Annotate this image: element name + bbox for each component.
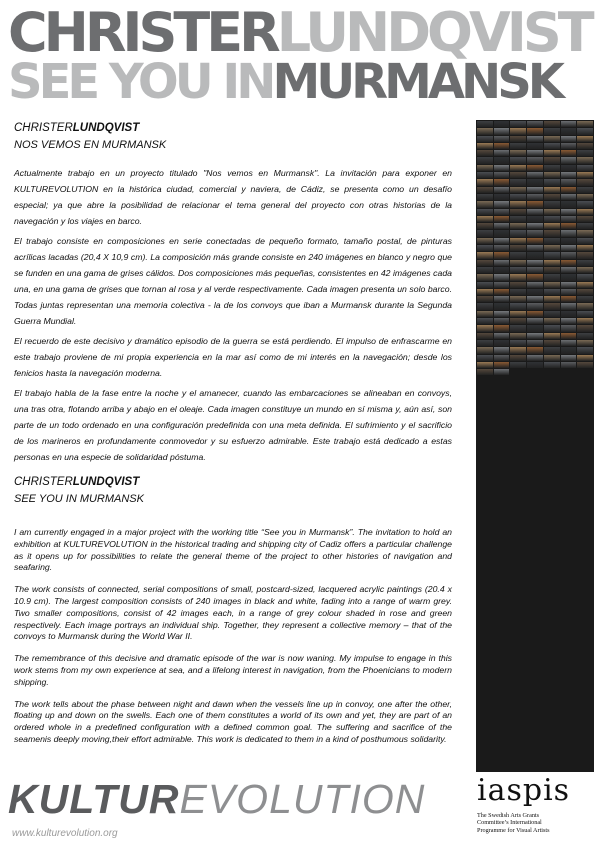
english-title: SEE YOU IN MURMANSK [14, 493, 144, 505]
artwork-tile [477, 209, 493, 215]
artwork-tile [510, 260, 526, 266]
artwork-tile [544, 179, 560, 185]
artwork-tile [510, 238, 526, 244]
artwork-tile [577, 150, 593, 156]
artwork-tile [477, 282, 493, 288]
banner-line-title [8, 54, 561, 110]
artwork-tile [544, 303, 560, 309]
artwork-tile [577, 303, 593, 309]
artwork-tile [561, 318, 577, 324]
artwork-tile [510, 121, 526, 127]
artwork-tile [477, 216, 493, 222]
artwork-tile [577, 274, 593, 280]
artwork-tile [544, 150, 560, 156]
artwork-tile [477, 267, 493, 273]
artwork-tile [577, 165, 593, 171]
artwork-tile [477, 179, 493, 185]
artwork-tile [477, 296, 493, 302]
artwork-tile [544, 311, 560, 317]
artwork-tile [477, 252, 493, 258]
kulturevolution-logo [8, 776, 426, 822]
artwork-tile [544, 230, 560, 236]
artwork-tile [577, 325, 593, 331]
artwork-tile [510, 143, 526, 149]
artwork-tile [510, 216, 526, 222]
artwork-tile [510, 150, 526, 156]
artwork-tile [477, 325, 493, 331]
artwork-tile [494, 282, 510, 288]
artwork-tile [527, 209, 543, 215]
english-paragraph: The work consists of connected, serial compositions of small, postcard-sized, lacquered acrylic paintings (20.4 x 10.9 cm). The largest composition consists of 240 images in black and white, fading into a range of warm grey. Two smaller compositions, consist of 42 images each, in a range of grey colour shaded in rose and green respectively. Each image portrays an individual ship. Together, they represent a collective memory – that of the convoys to Murmansk during the World War II. [14, 584, 452, 642]
artwork-tile [561, 238, 577, 244]
artwork-tile [577, 187, 593, 193]
artwork-tile [494, 136, 510, 142]
artwork-tile [477, 128, 493, 134]
artwork-tile [527, 216, 543, 222]
artwork-grid [476, 120, 594, 772]
artwork-tile [544, 121, 560, 127]
artwork-tile [561, 128, 577, 134]
artwork-tile [544, 340, 560, 346]
artwork-tile [477, 201, 493, 207]
artwork-tile [577, 179, 593, 185]
spanish-title: NOS VEMOS EN MURMANSK [14, 139, 167, 151]
artwork-tile [477, 121, 493, 127]
artwork-tile [544, 252, 560, 258]
artwork-tile [494, 325, 510, 331]
artwork-tile [510, 172, 526, 178]
artwork-tile [494, 267, 510, 273]
artwork-tile [494, 289, 510, 295]
english-paragraph: The work tells about the phase between night and dawn when the vessels line up in convoy, one after the other, floating up and down on the swells. Each one of them constitutes a world of its own and yet, they are part of an ordered whole in a predefined configuration with a defined common goal. The suffering and sacrifice of the seamenis deeply moving,their effort admirable. This work is dedicated to them in a kind of posthumous solidarity. [14, 698, 452, 744]
artwork-tile [577, 282, 593, 288]
artwork-tile [510, 179, 526, 185]
artwork-tile [577, 260, 593, 266]
artwork-tile [477, 362, 493, 368]
artwork-tile [494, 187, 510, 193]
artwork-tile [561, 340, 577, 346]
artwork-tile [510, 223, 526, 229]
artwork-tile [544, 362, 560, 368]
artwork-tile [561, 187, 577, 193]
artwork-tile [544, 289, 560, 295]
artwork-tile [561, 267, 577, 273]
artwork-tile [510, 128, 526, 134]
english-body [14, 527, 452, 746]
artwork-tile [494, 245, 510, 251]
artwork-tile [561, 311, 577, 317]
artwork-tile [494, 311, 510, 317]
artwork-tile [561, 216, 577, 222]
artwork-tile [577, 136, 593, 142]
english-section [14, 476, 452, 756]
artwork-tile [494, 194, 510, 200]
iaspis-logo [477, 773, 595, 834]
artwork-tile [577, 143, 593, 149]
artwork-tile [494, 179, 510, 185]
artwork-tile [561, 157, 577, 163]
artwork-tile [544, 260, 560, 266]
artwork-tile [510, 303, 526, 309]
iaspis-line: Committee’s International [477, 819, 542, 827]
artwork-tile [510, 230, 526, 236]
spanish-section [14, 122, 452, 469]
artwork-tile [527, 267, 543, 273]
artwork-tile [577, 267, 593, 273]
artwork-tile [510, 289, 526, 295]
artwork-tile [494, 296, 510, 302]
artwork-tile [544, 194, 560, 200]
artwork-tile [510, 274, 526, 280]
artwork-tile [561, 303, 577, 309]
artwork-tile [510, 311, 526, 317]
artwork-tile [510, 157, 526, 163]
artwork-tile [510, 267, 526, 273]
artwork-tile [544, 128, 560, 134]
banner-title-part2: MURMANSK [272, 54, 561, 110]
artwork-tile [577, 333, 593, 339]
artwork-tile [544, 216, 560, 222]
artwork-tile [494, 209, 510, 215]
artwork-tile [477, 340, 493, 346]
artwork-tile [577, 245, 593, 251]
iaspis-line: Programme for Visual Artists [477, 826, 550, 834]
artwork-tile [527, 187, 543, 193]
artwork-tile [510, 325, 526, 331]
artwork-tile [477, 289, 493, 295]
artwork-tile [527, 172, 543, 178]
artwork-tile [527, 318, 543, 324]
artwork-tile [494, 340, 510, 346]
artwork-tile [527, 282, 543, 288]
artwork-tile [477, 369, 493, 375]
english-paragraph: I am currently engaged in a major project with the working title “See you in Murmansk”. The invitation to hold an exhibition at KULTUREVOLUTION in the historical trading and shipping city of Cadiz offers a particular challenge as it opens up for possibilities to relate the general theme of the project to other histories of navigation and seafaring. [14, 527, 452, 573]
artwork-tile [577, 194, 593, 200]
artwork-tile [561, 347, 577, 353]
artwork-tile [527, 347, 543, 353]
artwork-tile [477, 157, 493, 163]
iaspis-description [477, 812, 595, 834]
english-first-name: CHRISTER [14, 476, 73, 488]
artwork-tile [527, 355, 543, 361]
artwork-tile [577, 355, 593, 361]
artwork-tile [527, 325, 543, 331]
artwork-tile [577, 340, 593, 346]
artwork-tile [544, 157, 560, 163]
artwork-tile [477, 274, 493, 280]
spanish-paragraph: El recuerdo de este decisivo y dramático episodio de la guerra se está perdiendo. El impulso de enfrascarme en este trabajo proviene de mi propia experiencia en la mar así como de mi interés en la navegación; desde los fenicios hasta la navegación moderna. [14, 336, 452, 378]
artwork-tile [510, 296, 526, 302]
artwork-tile [561, 172, 577, 178]
artwork-tile [527, 165, 543, 171]
artwork-tile [494, 369, 510, 375]
artwork-tile [561, 296, 577, 302]
artwork-tile [561, 282, 577, 288]
artwork-tile [561, 136, 577, 142]
artwork-tile [544, 325, 560, 331]
website-url[interactable]: www.kulturevolution.org [12, 828, 118, 839]
artwork-tile [527, 179, 543, 185]
artwork-tile [577, 128, 593, 134]
artwork-tile [510, 252, 526, 258]
spanish-paragraph: Actualmente trabajo en un proyecto titulado "Nos vemos en Murmansk". La invitación para exponer en KULTUREVOLUTION en la histórica ciudad, comercial y naviera, de Cádiz, se presenta como un desafío especial; ya que abre la posibilidad de relacionar el tema general del proyecto con otras historias de la navegación y los viajes en barco. [14, 168, 452, 226]
artwork-tile [510, 136, 526, 142]
artwork-tile [561, 289, 577, 295]
artwork-tile [477, 223, 493, 229]
artwork-tile [561, 150, 577, 156]
artwork-tile [510, 209, 526, 215]
artwork-tile [577, 216, 593, 222]
artwork-tile [477, 245, 493, 251]
artwork-tile [527, 274, 543, 280]
artwork-tile [561, 194, 577, 200]
artwork-tile [544, 172, 560, 178]
artwork-tile [510, 318, 526, 324]
artwork-tile [494, 143, 510, 149]
artwork-tile [527, 238, 543, 244]
artwork-tile [477, 311, 493, 317]
artwork-tile [527, 289, 543, 295]
artwork-tile [577, 252, 593, 258]
artwork-tile [561, 165, 577, 171]
artwork-tile [544, 274, 560, 280]
artwork-tile [477, 355, 493, 361]
english-paragraph: The remembrance of this decisive and dramatic episode of the war is now waning. My impulse to engage in this work stems from my own experience at sea, and a lifelong interest in navigation, from the Phoenicians to modern shipping. [14, 653, 452, 687]
artwork-tile [544, 201, 560, 207]
artwork-tile [527, 194, 543, 200]
artwork-tile [510, 347, 526, 353]
artwork-tile [561, 209, 577, 215]
artwork-tile [494, 172, 510, 178]
logo-evolution: EVOLUTION [179, 776, 426, 822]
artwork-tile [494, 252, 510, 258]
artwork-tile [494, 121, 510, 127]
banner-line-artist [8, 1, 591, 64]
artwork-tile [527, 362, 543, 368]
artwork-tile [494, 274, 510, 280]
artwork-tile [544, 267, 560, 273]
artwork-tile [561, 260, 577, 266]
artwork-tile [527, 157, 543, 163]
artwork-tile [561, 143, 577, 149]
artwork-tile [544, 347, 560, 353]
artwork-tile [544, 209, 560, 215]
english-artist-name [14, 476, 452, 488]
artwork-tile [577, 230, 593, 236]
spanish-last-name: LUNDQVIST [72, 122, 140, 134]
artwork-tile [527, 201, 543, 207]
artwork-tile [494, 303, 510, 309]
artwork-tile [527, 128, 543, 134]
artwork-tile [510, 194, 526, 200]
artwork-tile [561, 274, 577, 280]
artwork-tile [494, 223, 510, 229]
artwork-tile [577, 157, 593, 163]
artwork-tile [577, 362, 593, 368]
artwork-tile [494, 201, 510, 207]
artwork-tile [477, 303, 493, 309]
artwork-tile [494, 362, 510, 368]
iaspis-wordmark: iaspis [477, 773, 571, 808]
banner-last-name: LUNDQVIST [276, 1, 591, 64]
artwork-tile [477, 165, 493, 171]
artwork-tile [510, 282, 526, 288]
artwork-tile [494, 260, 510, 266]
artwork-tile [561, 245, 577, 251]
artwork-tile [494, 238, 510, 244]
artwork-tile [527, 143, 543, 149]
artwork-tile [477, 347, 493, 353]
banner-first-name: CHRISTER [8, 1, 277, 64]
artwork-strip [476, 120, 594, 772]
spanish-body [14, 165, 452, 465]
artwork-tile [477, 187, 493, 193]
artwork-tile [544, 143, 560, 149]
artwork-tile [577, 172, 593, 178]
artwork-tile [510, 201, 526, 207]
artwork-tile [577, 289, 593, 295]
artwork-tile [527, 230, 543, 236]
artwork-tile [527, 223, 543, 229]
artwork-tile [477, 260, 493, 266]
artwork-tile [527, 150, 543, 156]
artwork-tile [477, 194, 493, 200]
artwork-tile [544, 333, 560, 339]
artwork-tile [527, 311, 543, 317]
artwork-tile [561, 223, 577, 229]
logo-kultur: KULTUR [8, 776, 180, 822]
artwork-tile [494, 157, 510, 163]
artwork-tile [527, 340, 543, 346]
artwork-tile [494, 216, 510, 222]
artwork-tile [561, 252, 577, 258]
artwork-tile [561, 355, 577, 361]
artwork-tile [577, 296, 593, 302]
spanish-first-name: CHRISTER [14, 122, 73, 134]
artwork-tile [510, 333, 526, 339]
artwork-tile [494, 347, 510, 353]
artwork-tile [577, 121, 593, 127]
artwork-tile [494, 230, 510, 236]
spanish-paragraph: El trabajo consiste en composiciones en serie conectadas de pequeño formato, tamaño postal, de pinturas acrílicas lacadas (20,4 X 10,9 cm). La composición más grande consiste en 240 imágenes en blanco y negro que se funden en una gama de grises cálidos. Dos composiciones más pequeñas, consistentes en 42 imágenes cada una, en una gama de grises que tornan al rosa y al verde respectivamente. Cada imagen presenta un solo barco. Todas juntas representan una memoria colectiva - la de los convoys que iban a Murmansk durante la Segunda Guerra Mundial. [14, 236, 452, 326]
banner-title-part1: SEE YOU IN [8, 54, 273, 110]
artwork-tile [577, 238, 593, 244]
english-last-name: LUNDQVIST [72, 476, 140, 488]
artwork-tile [544, 238, 560, 244]
artwork-tile [477, 230, 493, 236]
artwork-tile [561, 230, 577, 236]
artwork-tile [510, 245, 526, 251]
artwork-tile [544, 136, 560, 142]
artwork-tile [494, 165, 510, 171]
artwork-tile [577, 311, 593, 317]
artwork-tile [477, 172, 493, 178]
artwork-tile [527, 296, 543, 302]
artwork-tile [561, 179, 577, 185]
artwork-tile [527, 136, 543, 142]
artwork-tile [494, 318, 510, 324]
artwork-tile [494, 355, 510, 361]
artwork-tile [544, 165, 560, 171]
artwork-tile [561, 121, 577, 127]
artwork-tile [527, 260, 543, 266]
artwork-tile [577, 318, 593, 324]
artwork-tile [527, 333, 543, 339]
artwork-tile [477, 318, 493, 324]
artwork-tile [527, 252, 543, 258]
artwork-tile [577, 209, 593, 215]
artwork-tile [561, 333, 577, 339]
artwork-tile [510, 340, 526, 346]
artwork-tile [577, 201, 593, 207]
artwork-tile [510, 355, 526, 361]
artwork-tile [544, 187, 560, 193]
artwork-tile [577, 347, 593, 353]
artwork-tile [544, 296, 560, 302]
artwork-tile [494, 128, 510, 134]
artwork-tile [544, 318, 560, 324]
artwork-tile [527, 303, 543, 309]
spanish-artist-name [14, 122, 452, 134]
artwork-tile [494, 333, 510, 339]
artwork-tile [544, 245, 560, 251]
spanish-paragraph: El trabajo habla de la fase entre la noche y el amanecer, cuando las embarcaciones se alineaban en convoys, una tras otra, flotando arriba y abajo en el oleaje. Cada imagen constituye un mundo en sí misma y, aún así, son parte de un todo ordenado en una configuración predefinida con una meta definida. El sufrimiento y el sacrificio de los marineros en profundamente conmovedor y su esfuerzo admirable. Este trabajo está dedicado a estas personas en una especie de solidaridad póstuma. [14, 388, 452, 462]
artwork-tile [477, 333, 493, 339]
iaspis-line: The Swedish Arts Grants [477, 812, 540, 819]
artwork-tile [477, 150, 493, 156]
artwork-tile [510, 362, 526, 368]
artwork-tile [477, 238, 493, 244]
artwork-tile [561, 325, 577, 331]
artwork-tile [577, 223, 593, 229]
artwork-tile [494, 150, 510, 156]
artwork-tile [477, 143, 493, 149]
artwork-tile [544, 355, 560, 361]
artwork-tile [544, 223, 560, 229]
title-banner [0, 0, 599, 110]
artwork-tile [510, 187, 526, 193]
artwork-tile [477, 136, 493, 142]
artwork-tile [561, 201, 577, 207]
artwork-tile [561, 362, 577, 368]
artwork-tile [544, 282, 560, 288]
artwork-tile [527, 121, 543, 127]
artwork-tile [527, 245, 543, 251]
artwork-tile [510, 165, 526, 171]
